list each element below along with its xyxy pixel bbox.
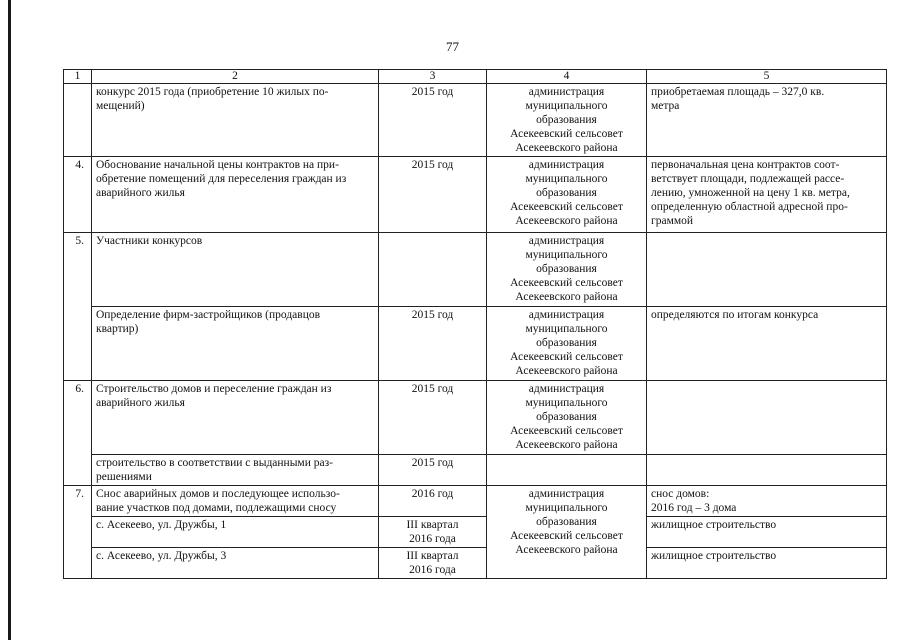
row-number: 6. [64,381,92,486]
table-row [64,548,887,579]
table-row [64,307,887,381]
row-number: 4. [64,157,92,233]
row-description: с. Асекеево, ул. Дружбы, 1 [92,517,379,548]
row-number [64,84,92,157]
header-col-4: 4 [487,70,647,84]
row-description: Строительство домов и переселение граждан из аварийного жилья [92,381,379,455]
header-col-1: 1 [64,70,92,84]
row-result [647,233,887,307]
row-description: Определение фирм-застройщиков (продавцов квартир) [92,307,379,381]
table-row [64,517,887,548]
header-col-2: 2 [92,70,379,84]
row-description: Обоснование начальной цены контрактов на при- обретение помещений для переселения граждан из аварийного жилья [92,157,379,233]
header-row [64,70,887,84]
row-period: 2015 год [379,455,487,486]
row-period [379,233,487,307]
row-period: III квартал 2016 года [379,517,487,548]
row-description: с. Асекеево, ул. Дружбы, 3 [92,548,379,579]
row-description: Снос аварийных домов и последующее использо- вание участков под домами, подлежащими сносу [92,486,379,517]
row-responsible: администрация муниципального образования Асекеевский сельсовет Асекеевского района [487,307,647,381]
row-description: строительство в соответствии с выданными раз- решениями [92,455,379,486]
table-row [64,84,887,157]
row-result [647,381,887,455]
row-result: определяются по итогам конкурса [647,307,887,381]
left-margin-bar [8,0,11,640]
program-table [63,69,887,579]
row-period: 2015 год [379,157,487,233]
row-responsible: администрация муниципального образования Асекеевский сельсовет Асекеевского района [487,157,647,233]
row-period: 2015 год [379,381,487,455]
table-row [64,381,887,455]
table-row [64,233,887,307]
header-col-5: 5 [647,70,887,84]
row-responsible: администрация муниципального образования Асекеевский сельсовет Асекеевского района [487,233,647,307]
row-result: жилищное строительство [647,517,887,548]
row-result: первоначальная цена контрактов соот- ветствует площади, подлежащей рассе- лению, умноженной на цену 1 кв. метра, определенную областной адресной про- граммой [647,157,887,233]
row-period: 2015 год [379,84,487,157]
table-row [64,455,887,486]
row-description: Участники конкурсов [92,233,379,307]
header-col-3: 3 [379,70,487,84]
row-number: 5. [64,233,92,381]
table-row [64,157,887,233]
row-result: жилищное строительство [647,548,887,579]
row-result: снос домов: 2016 год – 3 дома [647,486,887,517]
row-period: 2016 год [379,486,487,517]
row-number: 7. [64,486,92,579]
row-responsible: администрация муниципального образования Асекеевский сельсовет Асекеевского района [487,486,647,579]
row-result [647,455,887,486]
page-number: 77 [446,39,459,54]
table-row [64,486,887,517]
row-responsible: администрация муниципального образования Асекеевский сельсовет Асекеевского района [487,84,647,157]
row-result: приобретаемая площадь – 327,0 кв. метра [647,84,887,157]
row-period: III квартал 2016 года [379,548,487,579]
row-description: конкурс 2015 года (приобретение 10 жилых по- мещений) [92,84,379,157]
row-period: 2015 год [379,307,487,381]
row-responsible [487,455,647,486]
row-responsible: администрация муниципального образования Асекеевский сельсовет Асекеевского района [487,381,647,455]
